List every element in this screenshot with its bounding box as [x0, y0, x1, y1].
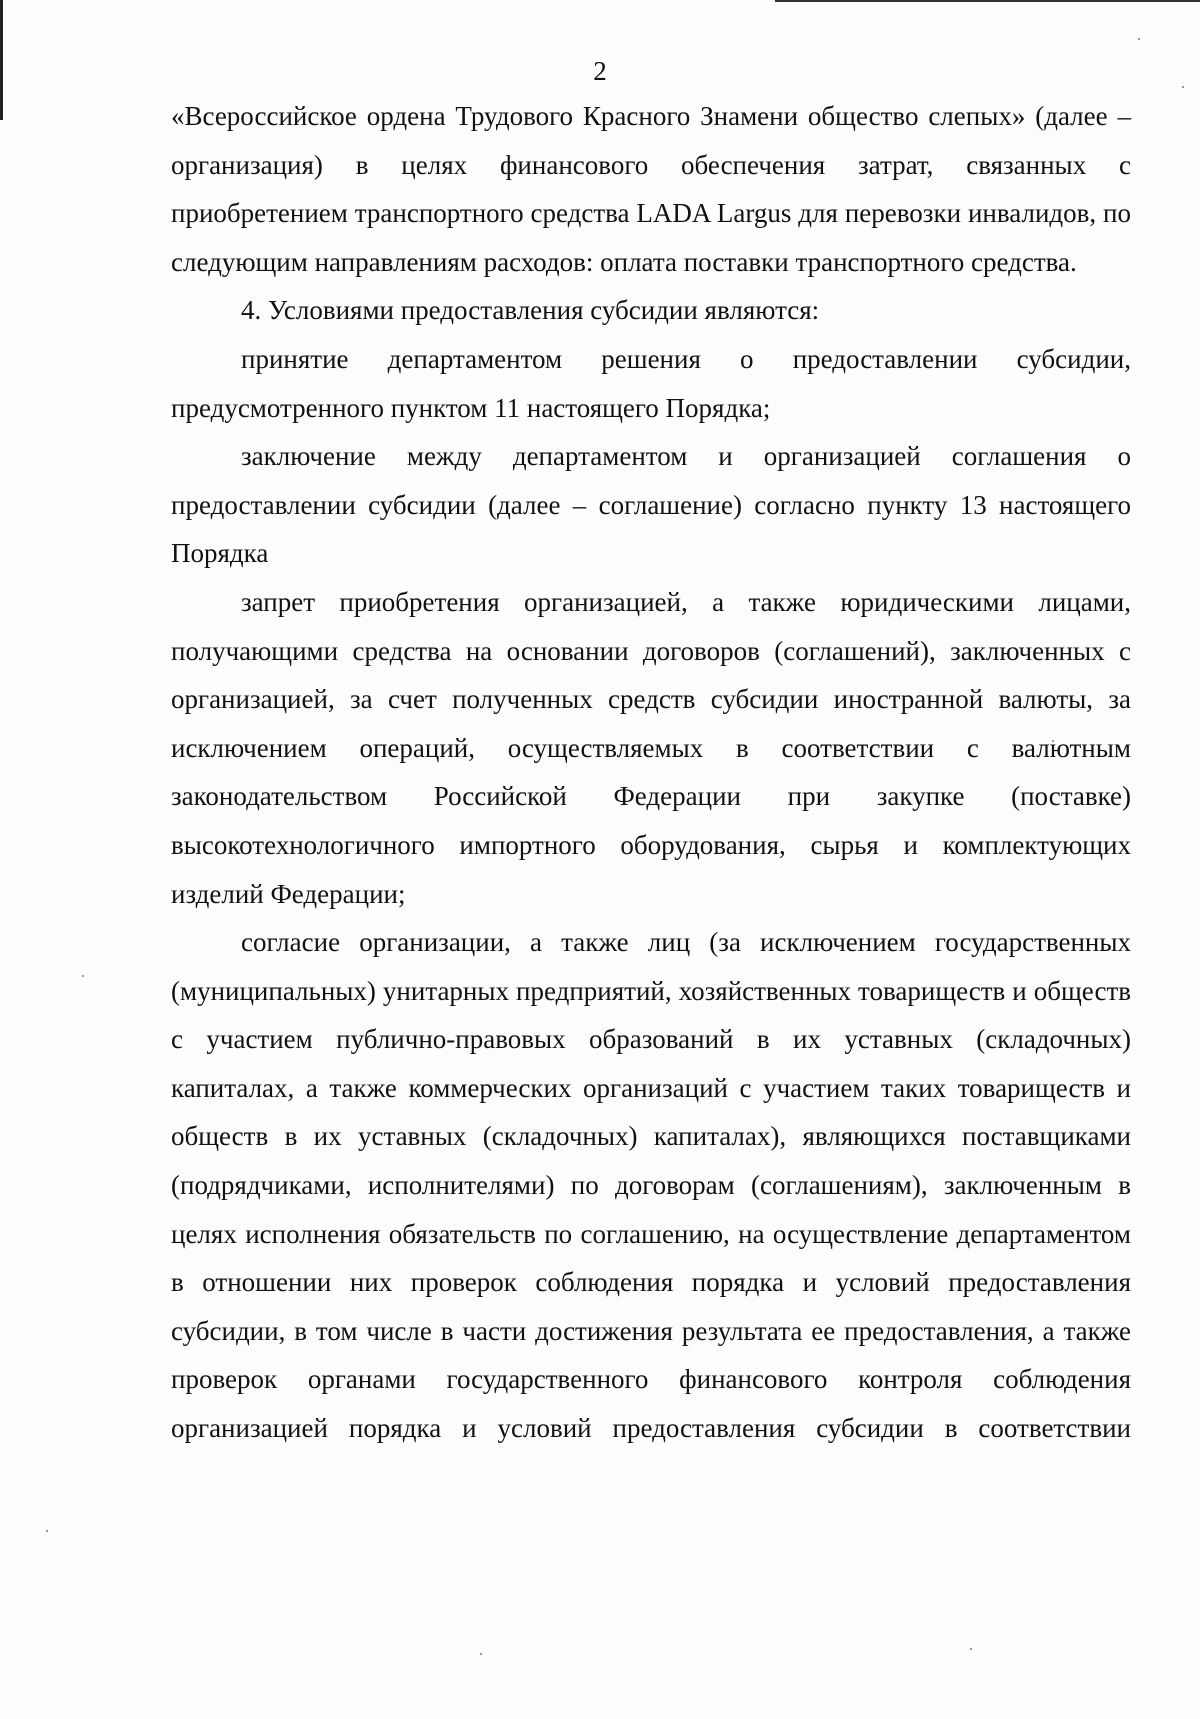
paragraph: запрет приобретения организацией, а также юридическими лицами, получающими средства на основании договоров (соглашений), заключенных с организацией, за счет полученных средств субсидии иностранной валюты, за исключением операций, осуществляемых в соответствии с валютным законодательством Российской Федерации при закупке (поставке) высокотехнологичного импортного оборудования, сырья и комплектующих изделий Федерации;: [171, 586, 1131, 909]
scan-speck: [82, 975, 84, 977]
page-number: 2: [593, 56, 607, 86]
scan-speck: [480, 1653, 482, 1655]
paragraph: согласие организации, а также лиц (за исключением государственных (муниципальных) унитарных предприятий, хозяйственных товариществ и обществ с участием публично-правовых образований в их уставных (складочных) капиталах, а также коммерческих организаций с участием таких товариществ и обществ в их уставных (складочных) капиталах), являющихся поставщиками (подрядчиками, исполнителями) по договорам (соглашениям), заключенным в целях исполнения обязательств по соглашению, на осуществление департаментом в отношении них проверок соблюдения порядка и условий предоставления субсидии, в том числе в части достижения результата ее предоставления, а также проверок органами государственного финансового контроля соблюдения организацией порядка и условий предоставления субсидии в соответствии: [171, 927, 1131, 1444]
paragraph: 4. Условиями предоставления субсидии являются:: [241, 295, 820, 326]
scan-speck: [970, 1648, 972, 1650]
paragraph: заключение между департаментом и организацией соглашения о предоставлении субсидии (далее – соглашение) согласно пункту 13 настоящего Порядка: [171, 441, 1131, 569]
document-body: [171, 92, 1131, 1453]
paragraph: «Всероссийское ордена Трудового Красного Знамени общество слепых» (далее – организация) в целях финансового обеспечения затрат, связанных с приобретением транспортного средства LADA Largus для перевозки инвалидов, по следующим направлениям расходов: оплата поставки транспортного средства.: [171, 101, 1131, 277]
scan-speck: [46, 1530, 48, 1532]
paragraph: принятие департаментом решения о предоставлении субсидии, предусмотренного пунктом 11 настоящего Порядка;: [171, 343, 1131, 423]
scan-edge-top: [775, 0, 1200, 2]
scan-speck: [1138, 38, 1140, 40]
